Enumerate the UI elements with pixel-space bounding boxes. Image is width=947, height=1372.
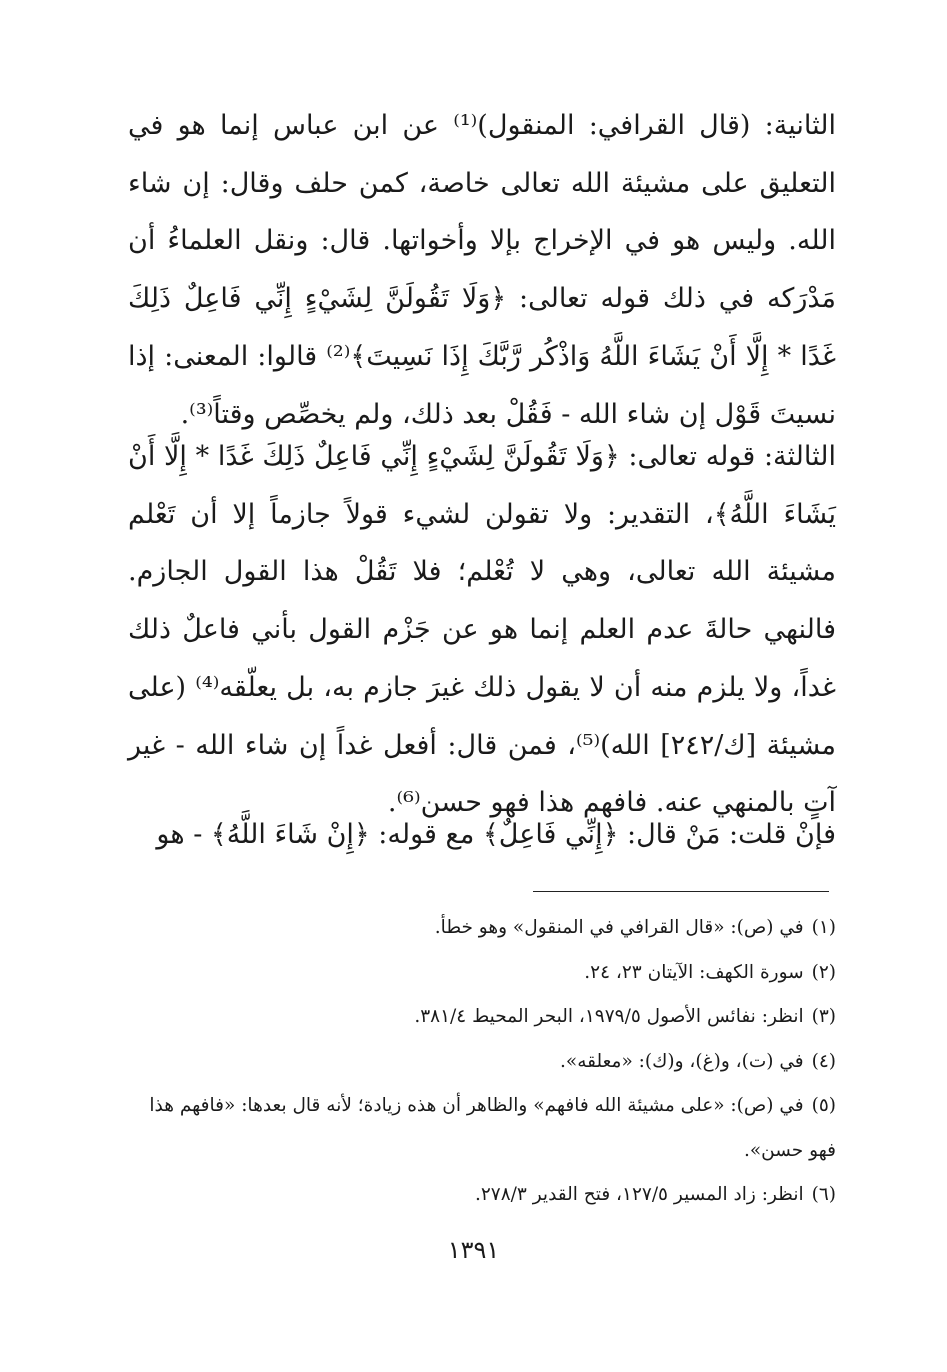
footnote-item bbox=[120, 1084, 836, 1173]
footnote-text: في (ت)، و(غ)، و(ك): «معلقه». bbox=[560, 1050, 804, 1072]
footnote-separator bbox=[533, 891, 829, 892]
paragraph-objection: فإنْ قلت: مَنْ قال: ﴿إِنِّي فَاعِلٌ﴾ مع قوله: ﴿إِنْ شَاءَ اللَّهُ﴾ - هو bbox=[156, 819, 836, 850]
footnote-text: انظر: زاد المسير ١٢٧/٥، فتح القدير ٢٧٨/٣. bbox=[474, 1184, 804, 1205]
footnote-text: في (ص): «قال القرافي في المنقول» وهو خطأ. bbox=[434, 917, 804, 938]
footnote-item bbox=[120, 906, 836, 951]
footnote-number: (٦) bbox=[811, 1184, 836, 1205]
footnote-text: انظر: نفائس الأصول ١٩٧٩/٥، البحر المحيط ٣٨١/٤. bbox=[414, 1006, 804, 1027]
footnote-item bbox=[120, 1173, 836, 1218]
footnote-number: (٤) bbox=[811, 1050, 836, 1072]
footnote-item bbox=[120, 951, 836, 996]
paragraph-third-point: الثالثة: قوله تعالى: ﴿وَلَا تَقُولَنَّ لِشَيْءٍ إِنِّي فَاعِلٌ ذَلِكَ غَدًا * إِلَّا أَنْ يَشَاءَ اللَّهُ﴾، التقدير: ولا تقولن لشيء قولاً جازماً إلا أن تَعْلم مشيئة الله تعالى، وهي لا تُعْلم؛ فلا تَقُلْ هذا القول الجازم. فالنهي حالةَ عدم العلم إنما هو عن جَزْم القول بأني فاعلٌ ذلك غداً، ولا يلزم منه أن لا يقول ذلك غيرَ جازم به، بل يعلّقه⁽⁴⁾ (على مشيئة [ك/٢٤٢] الله)⁽⁵⁾، فمن قال: أفعل غداً إن شاء الله - غير آتٍ بالمنهي عنه. فافهم هذا فهو حسن⁽⁶⁾. bbox=[128, 441, 836, 819]
footnote-number: (٢) bbox=[811, 961, 836, 983]
footnote-item bbox=[120, 995, 836, 1040]
footnote-number: (١) bbox=[811, 917, 836, 938]
page-number: ١٣٩١ bbox=[447, 1236, 500, 1264]
footnote-number: (٥) bbox=[811, 1095, 836, 1116]
footnotes-list bbox=[120, 906, 836, 1218]
footnote-text: في (ص): «على مشيئة الله فافهم» والظاهر أن هذه زيادة؛ لأنه قال بعدها: «فافهم هذا فهو حسن». bbox=[149, 1095, 836, 1161]
footnote-text: سورة الكهف: الآيتان ٢٣، ٢٤. bbox=[584, 961, 804, 983]
footnote-number: (٣) bbox=[811, 1006, 836, 1027]
footnote-item bbox=[120, 1040, 836, 1085]
paragraph-second-point: الثانية: (قال القرافي: المنقول)⁽¹⁾ عن ابن عباس إنما هو في التعليق على مشيئة الله تعالى خاصة، كمن حلف وقال: إن شاء الله. وليس هو في الإخراج بإلا وأخواتها. قال: ونقل العلماءُ أن مَدْرَكه في ذلك قوله تعالى: ﴿وَلَا تَقُولَنَّ لِشَيْءٍ إِنِّي فَاعِلٌ ذَلِكَ غَدًا * إِلَّا أَنْ يَشَاءَ اللَّهُ وَاذْكُر رَّبَّكَ إِذَا نَسِيتَ﴾⁽²⁾ قالوا: المعنى: إذا نسيتَ قَوْل إن شاء الله - فَقُلْ بعد ذلك، ولم يخصِّص وقتاً⁽³⁾. bbox=[128, 110, 836, 430]
